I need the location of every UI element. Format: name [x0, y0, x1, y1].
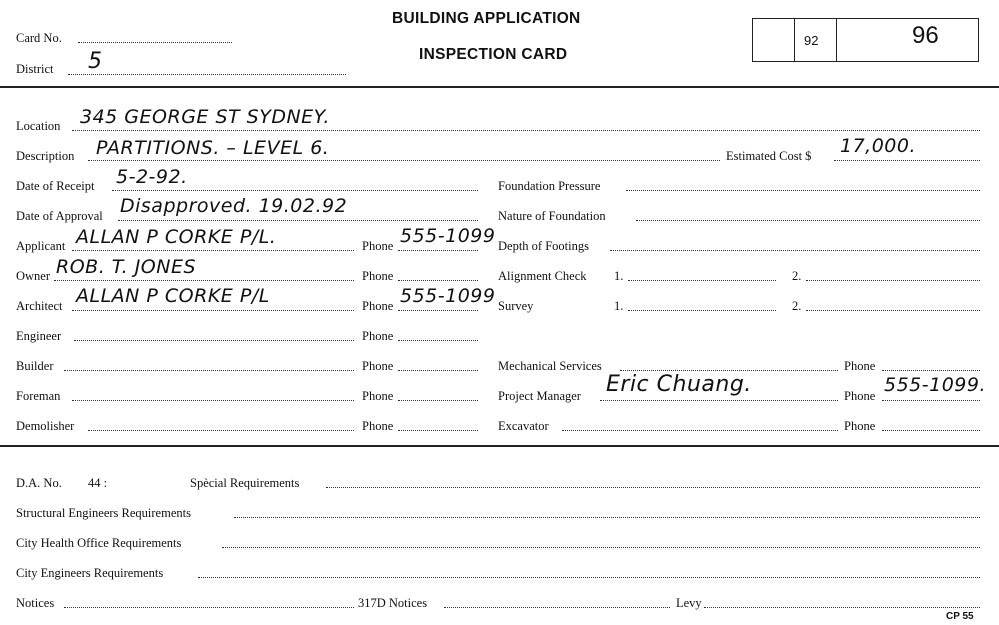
applicant-line: [72, 250, 354, 251]
architect-phone-value: 555-1099: [400, 285, 496, 307]
survey-num-1: 1.: [614, 299, 624, 313]
survey-label: Survey: [498, 299, 534, 313]
card-no-label: Card No.: [16, 31, 62, 45]
nature-foundation-label: Nature of Foundation: [498, 209, 606, 223]
description-line: [88, 160, 720, 161]
box-small-number: 92: [804, 33, 819, 48]
architect-label: Architect: [16, 299, 63, 313]
project-manager-phone-label: Phone: [844, 389, 876, 403]
project-manager-label: Project Manager: [498, 389, 581, 403]
box-divider-2: [836, 19, 837, 61]
location-line: [72, 130, 980, 131]
footer-divider: [0, 445, 999, 447]
owner-phone-label: Phone: [362, 269, 394, 283]
city-engineers-label: City Engineers Requirements: [16, 566, 164, 580]
notices-line: [64, 607, 354, 608]
depth-footings-label: Depth of Footings: [498, 239, 589, 253]
estimated-cost-line: [834, 160, 980, 161]
location-value: 345 GEORGE ST SYDNEY.: [80, 106, 330, 128]
depth-footings-line: [610, 250, 980, 251]
survey-line-2: [806, 310, 980, 311]
notices-317d-line: [444, 607, 670, 608]
health-requirements-label: City Health Office Requirements: [16, 536, 182, 550]
architect-phone-label: Phone: [362, 299, 394, 313]
project-manager-line: [600, 400, 838, 401]
description-label: Description: [16, 149, 75, 163]
reference-box: [752, 18, 979, 62]
applicant-label: Applicant: [16, 239, 66, 253]
foundation-pressure-line: [626, 190, 980, 191]
form-title-line1: BUILDING APPLICATION: [392, 10, 581, 27]
excavator-phone-line: [882, 430, 980, 431]
applicant-value: ALLAN P CORKE P/L.: [76, 226, 277, 248]
excavator-label: Excavator: [498, 419, 549, 433]
builder-line: [64, 370, 354, 371]
survey-line-1: [628, 310, 776, 311]
structural-requirements-line: [234, 517, 980, 518]
applicant-phone-label: Phone: [362, 239, 394, 253]
foreman-phone-label: Phone: [362, 389, 394, 403]
foundation-pressure-label: Foundation Pressure: [498, 179, 601, 193]
mechanical-phone-line: [882, 370, 980, 371]
estimated-cost-value: 17,000.: [840, 135, 917, 157]
project-manager-value: Eric Chuang.: [606, 372, 752, 397]
estimated-cost-label: Estimated Cost $: [726, 149, 812, 163]
card-no-line: [78, 42, 232, 43]
date-receipt-value: 5-2-92.: [116, 166, 188, 188]
description-value: PARTITIONS. – LEVEL 6.: [96, 137, 330, 159]
date-approval-line: [118, 220, 478, 221]
district-value: 5: [88, 49, 103, 74]
engineer-phone-line: [398, 340, 478, 341]
builder-phone-line: [398, 370, 478, 371]
alignment-line-1: [628, 280, 776, 281]
foreman-label: Foreman: [16, 389, 61, 403]
owner-value: ROB. T. JONES: [56, 256, 197, 278]
foreman-phone-line: [398, 400, 478, 401]
demolisher-phone-line: [398, 430, 478, 431]
architect-line: [72, 310, 354, 311]
excavator-phone-label: Phone: [844, 419, 876, 433]
builder-phone-label: Phone: [362, 359, 394, 373]
city-engineers-line: [198, 577, 980, 578]
da-number-label: D.A. No.: [16, 476, 62, 490]
engineer-phone-label: Phone: [362, 329, 394, 343]
survey-num-2: 2.: [792, 299, 802, 313]
nature-foundation-line: [636, 220, 980, 221]
levy-line: [704, 607, 980, 608]
da-number-value: 44 :: [88, 476, 108, 490]
project-manager-phone-value: 555-1099.: [884, 374, 987, 396]
mechanical-phone-label: Phone: [844, 359, 876, 373]
district-line: [68, 74, 346, 75]
mechanical-line: [620, 370, 838, 371]
alignment-line-2: [806, 280, 980, 281]
builder-label: Builder: [16, 359, 54, 373]
form-code: CP 55: [946, 611, 974, 622]
box-divider-1: [794, 19, 795, 61]
owner-label: Owner: [16, 269, 51, 283]
foreman-line: [72, 400, 354, 401]
structural-requirements-label: Structural Engineers Requirements: [16, 506, 191, 520]
form-title-line2: INSPECTION CARD: [419, 46, 568, 63]
engineer-label: Engineer: [16, 329, 62, 343]
mechanical-label: Mechanical Services: [498, 359, 602, 373]
district-label: District: [16, 62, 54, 76]
applicant-phone-line: [398, 250, 478, 251]
date-approval-value: Disapproved. 19.02.92: [120, 195, 348, 217]
alignment-num-1: 1.: [614, 269, 624, 283]
notices-317d-label: 317D Notices: [358, 596, 428, 610]
owner-phone-line: [398, 280, 478, 281]
alignment-num-2: 2.: [792, 269, 802, 283]
levy-label: Levy: [676, 596, 702, 610]
notices-label: Notices: [16, 596, 55, 610]
project-manager-phone-line: [882, 400, 980, 401]
alignment-check-label: Alignment Check: [498, 269, 587, 283]
architect-value: ALLAN P CORKE P/L: [76, 285, 270, 307]
date-approval-label: Date of Approval: [16, 209, 103, 223]
applicant-phone-value: 555-1099: [400, 225, 496, 247]
box-large-number: 96: [912, 22, 939, 49]
owner-line: [54, 280, 354, 281]
health-requirements-line: [222, 547, 980, 548]
demolisher-line: [88, 430, 354, 431]
location-label: Location: [16, 119, 61, 133]
special-requirements-label: Spècial Requirements: [190, 476, 300, 490]
demolisher-label: Demolisher: [16, 419, 75, 433]
excavator-line: [562, 430, 838, 431]
header-divider: [0, 86, 999, 88]
date-receipt-line: [112, 190, 478, 191]
special-requirements-line: [326, 487, 980, 488]
architect-phone-line: [398, 310, 478, 311]
date-receipt-label: Date of Receipt: [16, 179, 95, 193]
demolisher-phone-label: Phone: [362, 419, 394, 433]
engineer-line: [74, 340, 354, 341]
